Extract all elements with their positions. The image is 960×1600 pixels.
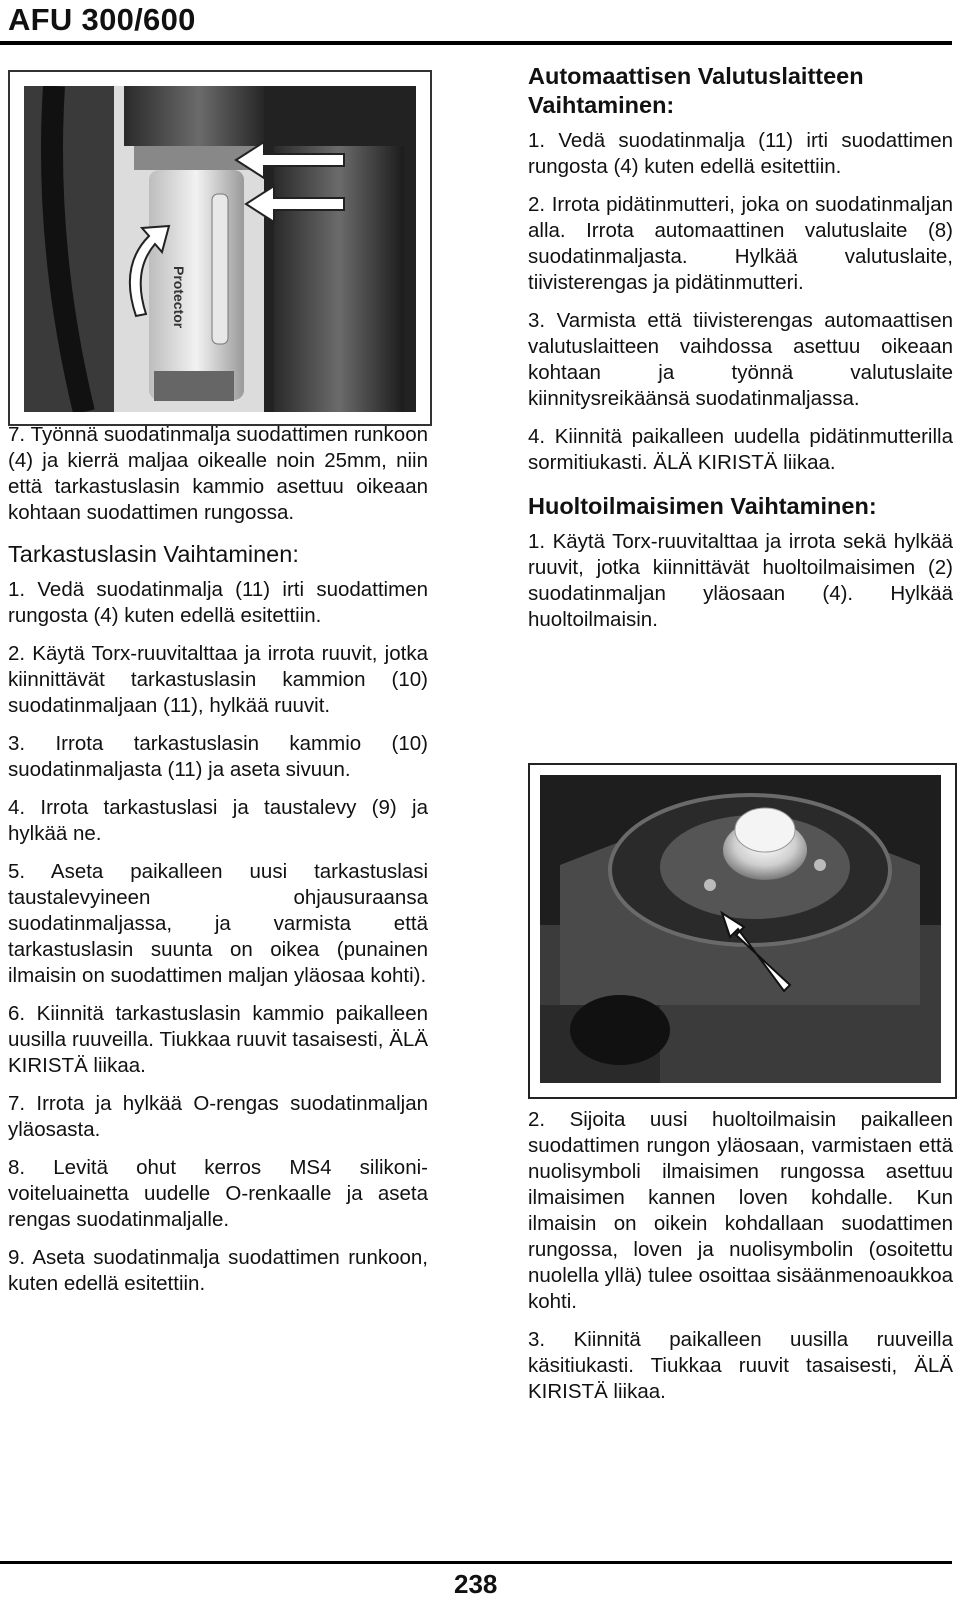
list-item: 9. Aseta suodatinmalja suodattimen runkoon, kuten edellä esitettiin. <box>8 1246 428 1295</box>
list-item: 2. Käytä Torx-ruuvitalttaa ja irrota ruuvit, jotka kiinnittävät tarkastuslasin kammion (10) suodatinmaljaan (11), hylkää ruuvit. <box>8 642 428 717</box>
list-item: 4. Irrota tarkastuslasi ja taustalevy (9) ja hylkää ne. <box>8 796 428 845</box>
page-number: 238 <box>454 1569 498 1599</box>
list-item: 8. Levitä ohut kerros MS4 silikoni-voiteluainetta uudelle O-renkaalle ja aseta rengas suodatinmaljalle. <box>8 1156 428 1231</box>
footer-divider <box>0 1561 952 1564</box>
list-item: 1. Vedä suodatinmalja (11) irti suodattimen rungosta (4) kuten edellä esitettiin. <box>8 578 428 627</box>
section-heading: Automaattisen Valutuslaitteen Vaihtaminen: <box>528 63 864 118</box>
list-item: 3. Varmista että tiivisterengas automaattisen valutuslaitteen vaihdossa asettuu oikeaan kohtaan ja työnnä valutuslaite kiinnitysreikäänsä suodatinmaljassa. <box>528 309 953 410</box>
left-column <box>8 422 428 1309</box>
document-title: AFU 300/600 <box>8 2 196 37</box>
list-item: 1. Vedä suodatinmalja (11) irti suodattimen rungosta (4) kuten edellä esitettiin. <box>528 129 953 178</box>
filter-photo-illustration <box>24 86 416 412</box>
header-divider <box>0 41 952 45</box>
list-item: 3. Kiinnitä paikalleen uusilla ruuveilla käsitiukasti. Tiukkaa ruuvit tasaisesti, ÄLÄ KIRISTÄ liikaa. <box>528 1328 953 1403</box>
paragraph: 7. Työnnä suodatinmalja suodattimen runkoon (4) ja kierrä maljaa oikealle noin 25mm, niin että tarkastuslasin kammio asettuu oikeaan kohtaan suodattimen rungossa. <box>8 423 428 524</box>
list-item: 6. Kiinnitä tarkastuslasin kammio paikalleen uusilla ruuveilla. Tiukkaa ruuvit tasaisesti, ÄLÄ KIRISTÄ liikaa. <box>8 1002 428 1077</box>
section-heading: Tarkastuslasin Vaihtaminen: <box>8 541 299 567</box>
right-column-top <box>528 62 953 645</box>
list-item: 3. Irrota tarkastuslasin kammio (10) suodatinmaljasta (11) ja aseta sivuun. <box>8 732 428 781</box>
right-column-bottom <box>528 1107 953 1417</box>
indicator-photo-illustration <box>540 775 941 1083</box>
list-item: 5. Aseta paikalleen uusi tarkastuslasi taustalevyineen ohjausuraansa suodatinmaljassa, ja varmista että tarkastuslasin suunta on oikea (punainen ilmaisin on suodattimen maljan yläosaa kohti). <box>8 860 428 987</box>
list-item: 1. Käytä Torx-ruuvitalttaa ja irrota sekä hylkää ruuvit, jotka kiinnittävät huoltoilmaisimen (2) suodatinmaljan yläosaan (4). Hylkää huoltoilmaisin. <box>528 530 953 631</box>
indicator-photo <box>528 763 957 1099</box>
list-item: 2. Sijoita uusi huoltoilmaisin paikalleen suodattimen rungon yläosaan, varmistaen että nuolisymboli ilmaisimen rungossa asettuu ilmaisimen kannen loven kohdalle. Kun ilmaisin on oikein kohdallaan suodattimen rungossa, loven ja nuolisymbolin (osoitettu nuolella yllä) tulee osoittaa sisäänmenoaukkoa kohti. <box>528 1108 953 1313</box>
list-item: 7. Irrota ja hylkää O-rengas suodatinmaljan yläosasta. <box>8 1092 428 1141</box>
protector-label: Protector <box>171 266 187 329</box>
section-heading: Huoltoilmaisimen Vaihtaminen: <box>528 493 877 519</box>
list-item: 4. Kiinnitä paikalleen uudella pidätinmutterilla sormitiukasti. ÄLÄ KIRISTÄ liikaa. <box>528 425 953 474</box>
filter-bowl-photo <box>8 70 432 426</box>
list-item: 2. Irrota pidätinmutteri, joka on suodatinmaljan alla. Irrota automaattinen valutuslaite (8) suodatinmaljasta. Hylkää valutuslaite, tiivisterengas ja pidätinmutteri. <box>528 193 953 294</box>
